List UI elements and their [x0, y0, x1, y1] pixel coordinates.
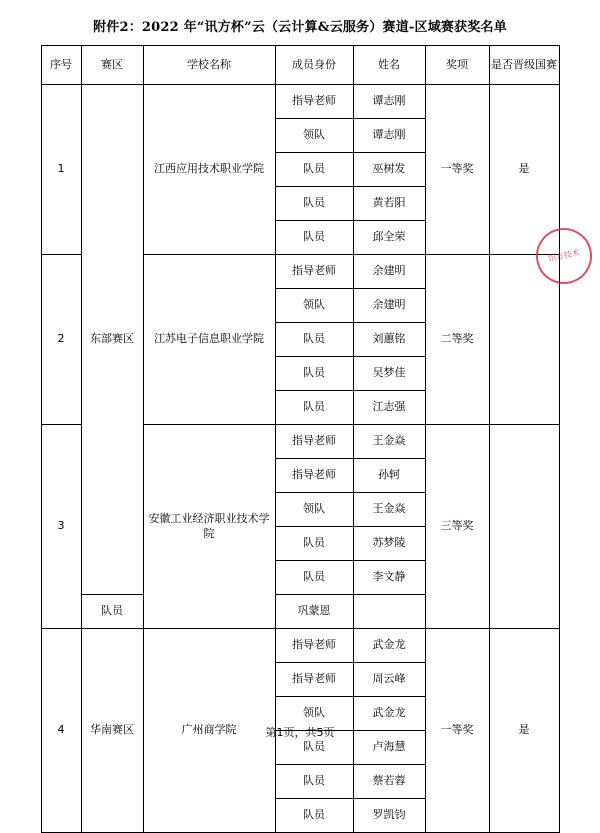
- cell-name: 武金龙: [353, 697, 425, 731]
- cell-role: 指导老师: [275, 425, 353, 459]
- cell-prize: 三等奖: [425, 425, 489, 629]
- cell-name: 周云峰: [353, 663, 425, 697]
- column-header-national: 是否晋级国赛: [489, 46, 559, 85]
- cell-prize: 一等奖: [425, 85, 489, 255]
- cell-role: 指导老师: [275, 629, 353, 663]
- table-row: [41, 85, 559, 119]
- cell-role: 指导老师: [275, 459, 353, 493]
- column-header-name: 姓名: [353, 46, 425, 85]
- cell-seq: 2: [41, 255, 81, 425]
- cell-prize: 二等奖: [425, 255, 489, 425]
- cell-role: 领队: [275, 289, 353, 323]
- cell-name: 刘蕙铭: [353, 323, 425, 357]
- cell-school: 广州商学院: [143, 629, 275, 833]
- cell-name: 余建明: [353, 255, 425, 289]
- cell-role: 队员: [275, 153, 353, 187]
- cell-role: 领队: [275, 119, 353, 153]
- column-header-school: 学校名称: [143, 46, 275, 85]
- cell-region: 东部赛区: [81, 85, 143, 595]
- cell-role: 领队: [275, 493, 353, 527]
- page-title: 附件2：2022 年“讯方杯”云（云计算&云服务）赛道-区域赛获奖名单: [93, 20, 507, 35]
- cell-role: 指导老师: [275, 85, 353, 119]
- cell-seq: 3: [41, 425, 81, 629]
- column-header-seq: 序号: [41, 46, 81, 85]
- cell-role: 队员: [275, 391, 353, 425]
- cell-name: 余建明: [353, 289, 425, 323]
- cell-role: 队员: [275, 357, 353, 391]
- table-header: [41, 46, 559, 85]
- cell-role: 队员: [275, 527, 353, 561]
- cell-prize: 一等奖: [425, 629, 489, 833]
- table-body: [41, 85, 559, 833]
- cell-region: 华南赛区: [81, 629, 143, 833]
- cell-name: 巩蒙恩: [275, 595, 353, 629]
- cell-name: 谭志刚: [353, 85, 425, 119]
- table-row: [41, 629, 559, 663]
- column-header-role: 成员身份: [275, 46, 353, 85]
- cell-name: 卢海慧: [353, 731, 425, 765]
- cell-name: 谭志刚: [353, 119, 425, 153]
- cell-school: 安徽工业经济职业技术学院: [143, 425, 275, 629]
- cell-name: 邱全荣: [353, 221, 425, 255]
- cell-name: 王金焱: [353, 493, 425, 527]
- cell-role: 指导老师: [275, 255, 353, 289]
- cell-name: 武金龙: [353, 629, 425, 663]
- column-header-region: 赛区: [81, 46, 143, 85]
- cell-role: 队员: [275, 765, 353, 799]
- cell-school: 江西应用技术职业学院: [143, 85, 275, 255]
- cell-name: 巫树发: [353, 153, 425, 187]
- cell-national: 是: [489, 629, 559, 833]
- cell-role: 队员: [275, 799, 353, 833]
- cell-name: 孙轲: [353, 459, 425, 493]
- cell-role: 队员: [81, 595, 143, 629]
- cell-seq: 4: [41, 629, 81, 833]
- cell-name: 李文静: [353, 561, 425, 595]
- cell-name: 江志强: [353, 391, 425, 425]
- cell-name: 王金焱: [353, 425, 425, 459]
- cell-seq: 1: [41, 85, 81, 255]
- table-header-row: [41, 46, 559, 85]
- cell-name: 罗凯钧: [353, 799, 425, 833]
- cell-role: 队员: [275, 221, 353, 255]
- cell-name: 黄若阳: [353, 187, 425, 221]
- cell-national: [489, 425, 559, 629]
- cell-name: 吴梦佳: [353, 357, 425, 391]
- cell-role: 队员: [275, 187, 353, 221]
- cell-national: 是: [489, 85, 559, 255]
- seal-text: 讯方技术: [547, 247, 581, 264]
- column-header-prize: 奖项: [425, 46, 489, 85]
- cell-role: 队员: [275, 323, 353, 357]
- cell-role: 队员: [275, 561, 353, 595]
- page-footer: 第1页，共5页: [265, 726, 335, 739]
- cell-role: 指导老师: [275, 663, 353, 697]
- award-list-table: [41, 45, 560, 833]
- cell-role: 队员: [275, 731, 353, 765]
- cell-role: 领队: [275, 697, 353, 731]
- cell-name: 蔡若蓉: [353, 765, 425, 799]
- cell-name: 苏梦陵: [353, 527, 425, 561]
- cell-school: 江苏电子信息职业学院: [143, 255, 275, 425]
